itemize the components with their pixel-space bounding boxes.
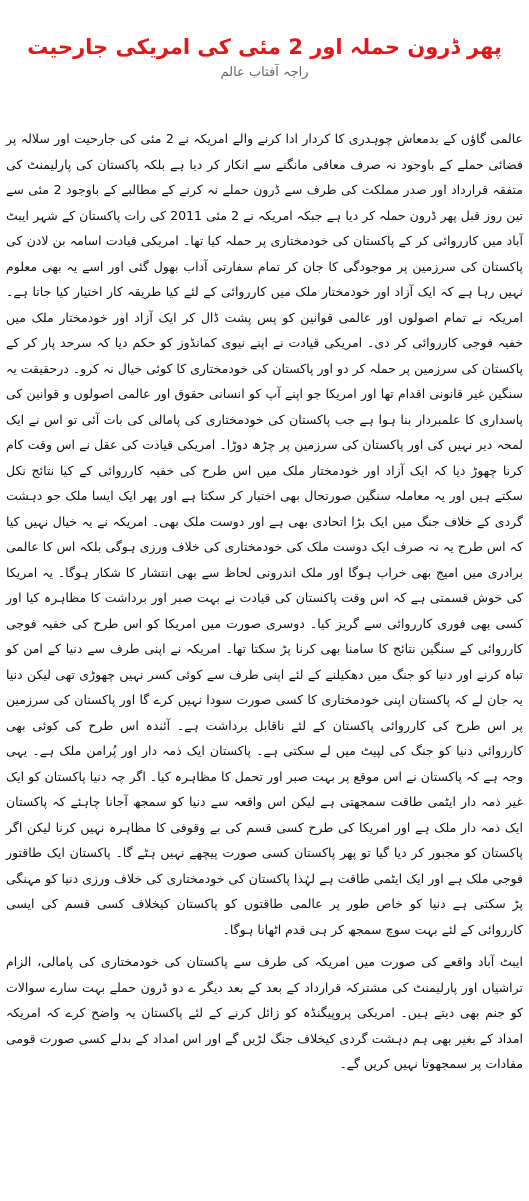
- article-headline: پھر ڈرون حملہ اور 2 مئی کی امریکی جارحیت: [27, 35, 502, 60]
- article-paragraph-2: ایبٹ آباد واقعے کی صورت میں امریکہ کی طرف سے پاکستان کی خودمختاری کی پامالی، الزام تراشیاں اور پارلیمنٹ کی مشترکہ قرارداد کے بعد کے بعد دیگر ے دو ڈرون حملے بہت سارے سوالات کو جنم بھی دیتے ہیں۔ امریکی پروپیگنڈہ کو زائل کرنے کے لئے پاکستان یہ واضح کرے کہ امریکہ امداد کے بغیر بھی ہم دہشت گردی کیخلاف جنگ لڑیں گے اور اس امداد کے بدلے کسی صورت قومی مفادات پر سمجھوتا نہیں کریں گے۔: [6, 954, 523, 1071]
- author-byline: راجہ آفتاب عالم: [220, 65, 309, 80]
- article-body: [6, 126, 523, 1077]
- article-paragraph-1: عالمی گاؤں کے بدمعاش چوہدری کا کردار ادا کرنے والے امریکہ نے 2 مئی کی جارحیت اور سلالہ پر فضائی حملے کے باوجود نہ صرف معافی مانگنے سے انکار کر دیا ہے بلکہ پاکستان کی پارلیمنٹ کی متفقہ قرارداد اور صدر مملکت کی طرف سے ڈرون حملے نہ کرنے کے مطالبے کے باوجود 2 مئی سے تین روز قبل پھر ڈرون حملہ کر دیا ہے جبکہ امریکہ نے 2 مئی 2011 کی رات پاکستان کے شہر ایبٹ آباد میں کارروائی کر کے پاکستان کی خودمختاری پر حملہ کیا تھا۔ امریکی قیادت اسامہ بن لادن کی پاکستان کی سرزمین پر موجودگی کا جان کر تمام سفارتی آداب بھول گئی اور اسے یہ بھی معلوم نہیں رہا ہے کہ ایک آزاد اور خودمختار ملک میں کارروائی کے لئے کیا طریقہ کار اختیار کیا جاتا ہے۔ امریکہ نے تمام اصولوں اور عالمی قوانین کو پس پشت ڈال کر ایک آزاد اور خودمختار ملک میں خفیہ فوجی کارروائی کر دی۔ امریکی قیادت نے اپنے نیوی کمانڈوز کو حکم دیا کہ سرحد پار کر کے پاکستان کی سرزمین پر حملہ کر دو اور پاکستان کی خودمختاری کا کوئی خیال نہ کرو۔ درحقیقت یہ سنگین غیر قانونی اقدام تھا اور امریکا جو اپنے آپ کو انسانی حقوق اور عالمی اصولوں و قوانین کی پاسداری کا علمبردار بنا ہوا ہے جب پاکستان کی خودمختاری کی پامالی کی بات آئی تو اس نے ایک لمحہ دیر نہیں کی اور پاکستان کی سرزمین پر چڑھ دوڑا۔ امریکی قیادت کی عقل نے اس وقت کام کرنا چھوڑ دیا کہ ایک آزاد اور خودمختار ملک میں اس طرح کی خفیہ کارروائی کے کیا نتائج نکل سکتے ہیں اور یہ معاملہ سنگین صورتحال بھی اختیار کر سکتا ہے اور پھر ایک ایسا ملک جو دہشت گردی کے خلاف جنگ میں ایک بڑا اتحادی بھی ہے اور دوست ملک بھی۔ امریکہ نے یہ خیال نہیں کیا کہ اس طرح یہ نہ صرف ایک دوست ملک کی خودمختاری کی خلاف ورزی ہوگی بلکہ اس کا عالمی برادری میں امیج بھی خراب ہوگا اور ملک اندرونی لحاظ سے بھی انتشار کا شکار ہوگا۔ یہ امریکا کی خوش قسمتی ہے کہ اس وقت پاکستان کی قیادت نے بہت صبر اور برداشت کا مظاہرہ کیا اور کسی بھی فوری کارروائی سے گریز کیا۔ دوسری صورت میں امریکا کو اس طرح کی خفیہ فوجی کارروائی کے سنگین نتائج کا سامنا بھی کرنا پڑ سکتا تھا۔ امریکہ نے اپنی طرف سے دنیا کے امن کو تباہ کرنے اور دنیا کو جنگ میں دھکیلنے کے لئے اپنی طرف سے کوئی کسر نہیں چھوڑی تھی لیکن دنیا یہ جان لے کہ پاکستان اپنی خودمختاری کا کسی صورت سودا نہیں کرے گا اور پاکستان کی سرزمین پر اس طرح کی کارروائی پاکستان کے لئے ناقابل برداشت ہے۔ آئندہ اس طرح کی کوئی بھی کارروائی دنیا کو جنگ کی لپیٹ میں لے سکتی ہے۔ پاکستان ایک ذمہ دار اور پُرامن ملک ہے۔ یہی وجہ ہے کہ پاکستان نے اس موقع پر بہت صبر اور تحمل کا مظاہرہ کیا۔ اگر چہ دنیا پاکستان کو ایک غیر ذمہ دار ایٹمی طاقت سمجھتی ہے لیکن اس واقعہ سے دنیا کو سمجھ آجانا چاہئے کہ پاکستان ایک ذمہ دار ملک ہے اور امریکا کی طرح کسی قسم کی بے وقوفی کا مظاہرہ نہیں کرنا لیکن اگر پاکستان کو مجبور کر دیا گیا تو پھر پاکستان کسی صورت پیچھے نہیں ہٹے گا۔ پاکستان ایک طاقتور فوجی ملک ہے اور ایک ایٹمی طاقت ہے لہٰذا پاکستان کی خودمختاری کی خلاف ورزی دنیا کو مہنگی پڑ سکتی ہے دنیا کو خاص طور پر عالمی طاقتوں کو پاکستان کیخلاف کسی قسم کی ایسی کارروائی کے لئے بہت سوچ سمجھ کر ہی قدم اٹھانا ہوگا۔: [6, 131, 524, 937]
